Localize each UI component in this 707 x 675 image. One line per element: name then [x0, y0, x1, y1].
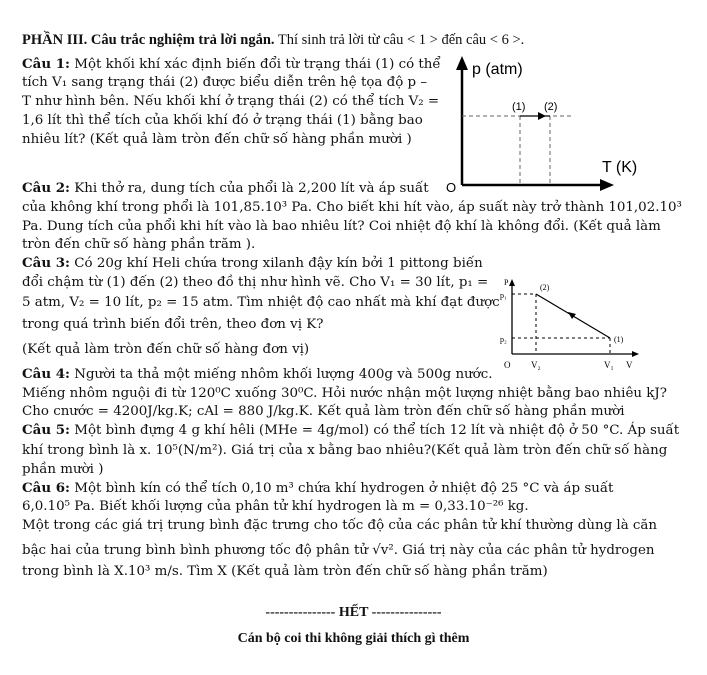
q1-graph-xlabel: T (K) — [602, 159, 638, 176]
q3-pv-graph — [496, 276, 646, 372]
q2-text-0: Khi thở ra, dung tích của phổi là 2,200 lít và áp suất — [70, 181, 429, 196]
q1-line-2: T như hình bên. Nếu khối khí ở trạng thái (2) có thể tích V₂ = — [22, 94, 440, 109]
q5-line-2: phần mười ) — [22, 462, 104, 477]
q5-line-0 — [22, 422, 679, 439]
q6-line-0 — [22, 480, 613, 497]
q3-text-0: Có 20g khí Heli chứa trong xilanh đậy kín bởi 1 pittong biến — [70, 256, 483, 271]
q6-line-4: trong bình là X.10³ m/s. Tìm X (Kết quả làm tròn đến chữ số hàng phần trăm) — [22, 564, 548, 579]
q4-line-2: Cho cnước = 4200J/kg.K; cAl = 880 J/kg.K. Kết quả làm tròn đến chữ số hàng phần mười — [22, 404, 625, 419]
q3-line-4: (Kết quả làm tròn đến chữ số hàng đơn vị) — [22, 342, 310, 357]
section-heading: PHẦN III. Câu trắc nghiệm trả lời ngắn. — [22, 32, 275, 48]
q1-graph-origin: O — [446, 180, 457, 195]
q6-text-0: Một bình kín có thể tích 0,10 m³ chứa khí hydrogen ở nhiệt độ 25 °C và áp suất — [70, 481, 614, 496]
q6-line-2: Một trong các giá trị trung bình đặc trưng cho tốc độ của các phân tử khí thường dùng là căn — [22, 518, 658, 533]
q1-graph-ylabel: p (atm) — [472, 61, 523, 78]
q5-text-0: Một bình đựng 4 g khí hêli (MHe = 4g/mol) có thể tích 12 lít và nhiệt độ ở 50 °C. Áp suất — [70, 423, 680, 438]
q1-process-arrow — [538, 112, 546, 120]
q3-graph-p2: p₂ — [500, 335, 507, 344]
q1-line-0 — [22, 56, 441, 73]
q3-process-arrow — [568, 312, 576, 319]
q1-text-0: Một khối khí xác định biến đổi từ trạng thái (1) có thể — [70, 57, 441, 72]
q1-graph-point1: (1) — [512, 101, 526, 113]
section-instruction: Thí sinh trả lời từ câu < 1 > đến câu < 6 >. — [277, 32, 525, 48]
q4-line-1: Miếng nhôm nguội đi từ 120⁰C xuống 30⁰C. Hỏi nước nhận một lượng nhiệt bằng bao nhiêu kJ? — [22, 386, 667, 401]
q1-pt-graph — [442, 50, 652, 200]
q5-line-1: khí trong bình là x. 10⁵(N/m²). Giá trị của x bằng bao nhiêu?(Kết quả làm tròn đến chữ số hàng — [22, 443, 668, 458]
q1-graph-point2: (2) — [544, 101, 558, 113]
q1-line-4: nhiêu lít? (Kết quả làm tròn đến chữ số hàng phần mười ) — [22, 132, 412, 147]
q3-line-0 — [22, 255, 483, 272]
q3-graph-v2: V₂ — [531, 360, 541, 370]
q3-x-arrow — [632, 351, 639, 357]
q3-graph-point1: (1) — [614, 335, 624, 344]
q5-label: Câu 5: — [22, 422, 70, 438]
q3-y-arrow — [509, 279, 515, 286]
q3-graph-p1: p₁ — [500, 291, 507, 300]
q1-x-arrow — [600, 179, 614, 191]
q3-graph-point2: (2) — [540, 283, 550, 292]
section-heading-line — [22, 32, 524, 49]
q1-label: Câu 1: — [22, 56, 70, 72]
q3-line-1: đổi chậm từ (1) đến (2) theo đồ thị như hình vẽ. Cho V₁ = 30 lít, p₁ = — [22, 275, 489, 290]
q3-graph-xlabel: V — [626, 360, 633, 370]
q4-text-0: Người ta thả một miếng nhôm khối lượng 400g và 500g nước. — [70, 367, 493, 382]
q3-label: Câu 3: — [22, 255, 70, 271]
q3-graph-v1: V₁ — [604, 360, 614, 370]
q6-line-1: 6,0.10⁵ Pa. Biết khối lượng của phân tử khí hydrogen là m = 0,33.10⁻²⁶ kg. — [22, 499, 529, 514]
q1-line-1: tích V₁ sang trạng thái (2) được biểu diễn trên hệ tọa độ p – — [22, 75, 428, 90]
q3-graph-ylabel: P — [504, 278, 509, 287]
end-marker: --------------- HẾT --------------- — [265, 605, 442, 620]
q2-line-2: Pa. Dung tích của phổi khi hít vào là bao nhiêu lít? Coi nhiệt độ khí là không đổi. (Kết quả làm — [22, 219, 661, 234]
q1-line-3: 1,6 lít thì thể tích của khối khí đó ở trạng thái (1) bằng bao — [22, 113, 423, 128]
q2-label: Câu 2: — [22, 180, 70, 196]
q2-line-3: tròn đến chữ số hàng phần trăm ). — [22, 237, 256, 252]
q2-line-0 — [22, 180, 429, 197]
q6-label: Câu 6: — [22, 480, 70, 496]
q3-line-3: trong quá trình biến đổi trên, theo đơn vị K? — [22, 317, 324, 332]
q3-graph-origin: O — [504, 360, 511, 370]
q2-line-1: của không khí trong phổi là 101,85.10³ Pa. Cho biết khi hít vào, áp suất này trở thành 101,02.10³ — [22, 200, 682, 215]
q1-y-arrow — [456, 56, 468, 70]
q4-line-0 — [22, 366, 493, 383]
q4-label: Câu 4: — [22, 366, 70, 382]
q6-line-3: bậc hai của trung bình bình phương tốc độ phân tử √v². Giá trị này của các phân tử hydrogen — [22, 543, 655, 558]
footer-note: Cán bộ coi thi không giải thích gì thêm — [237, 631, 470, 646]
q3-line-2: 5 atm, V₂ = 10 lít, p₂ = 15 atm. Tìm nhiệt độ cao nhất mà khí đạt được — [22, 295, 500, 310]
